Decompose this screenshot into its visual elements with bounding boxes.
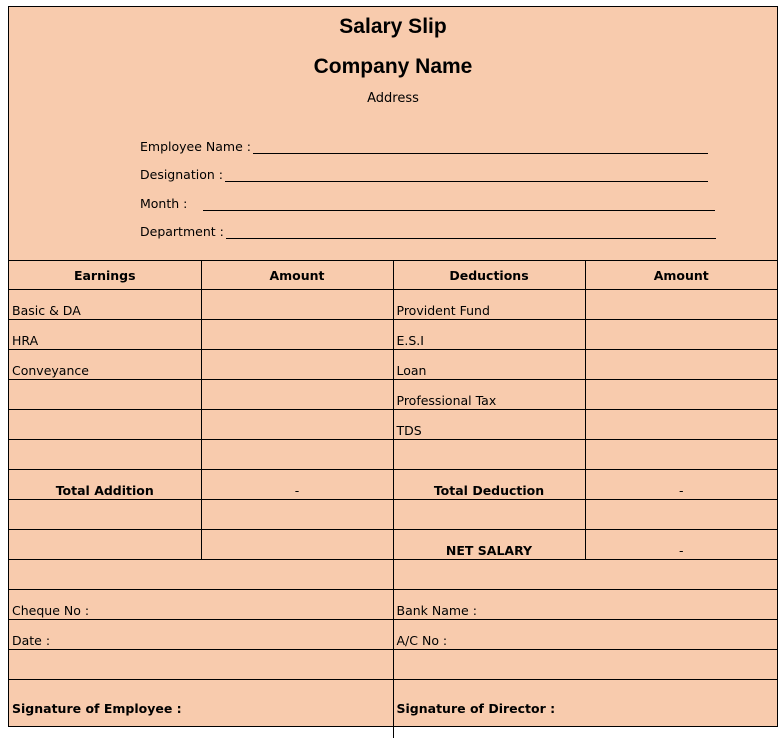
empty-cell [9,530,201,560]
table-row [9,380,777,410]
employee-name-label: Employee Name : [140,139,251,154]
total-deduction-value: - [585,470,777,500]
table-row [9,410,777,440]
deduction-item: Loan [393,350,585,380]
salary-table [9,260,777,738]
spacer-row [9,560,777,590]
month-label: Month : [140,196,187,211]
designation-line[interactable] [225,181,708,182]
empty-cell [393,560,777,590]
totals-row [9,470,777,500]
slip-title: Salary Slip [9,15,777,39]
employee-name-line[interactable] [253,153,708,154]
deduction-item: Professional Tax [393,380,585,410]
bank-name-field[interactable]: Bank Name : [393,590,777,620]
empty-cell [9,560,393,590]
cheque-no-field[interactable]: Cheque No : [9,590,393,620]
table-row [9,350,777,380]
signature-row [9,680,777,738]
deduction-item[interactable] [393,440,585,470]
empty-cell [393,500,585,530]
ac-no-field[interactable]: A/C No : [393,620,777,650]
department-label: Department : [140,224,224,239]
total-deduction-label: Total Deduction [393,470,585,500]
earning-amount-cell[interactable] [201,290,393,320]
deduction-item: E.S.I [393,320,585,350]
table-row [9,320,777,350]
deduction-item: TDS [393,410,585,440]
deduction-amount-cell[interactable] [585,380,777,410]
earning-item: Basic & DA [9,290,201,320]
payment-row [9,620,777,650]
table-row [9,290,777,320]
salary-slip [8,6,778,727]
earning-amount-cell[interactable] [201,410,393,440]
table-row [9,440,777,470]
earning-item: Conveyance [9,350,201,380]
payment-row [9,590,777,620]
earning-item[interactable] [9,440,201,470]
net-salary-row [9,530,777,560]
deduction-item: Provident Fund [393,290,585,320]
earning-amount-cell[interactable] [201,350,393,380]
designation-label: Designation : [140,167,223,182]
total-addition-value: - [201,470,393,500]
employee-signature[interactable]: Signature of Employee : [9,680,393,738]
director-signature[interactable]: Signature of Director : [393,680,777,738]
earning-item[interactable] [9,380,201,410]
empty-cell [9,650,393,680]
deduction-amount-cell[interactable] [585,440,777,470]
table-row [9,500,777,530]
department-line[interactable] [226,238,716,239]
earnings-header: Earnings [9,261,201,290]
deduction-amount-cell[interactable] [585,410,777,440]
earning-amount-cell[interactable] [201,380,393,410]
deductions-header: Deductions [393,261,585,290]
total-addition-label: Total Addition [9,470,201,500]
earning-item: HRA [9,320,201,350]
deductions-amount-header: Amount [585,261,777,290]
net-salary-label: NET SALARY [393,530,585,560]
earning-item[interactable] [9,410,201,440]
empty-cell [201,530,393,560]
empty-cell [393,650,777,680]
empty-cell [9,500,201,530]
empty-cell [201,500,393,530]
deduction-amount-cell[interactable] [585,320,777,350]
earnings-amount-header: Amount [201,261,393,290]
company-name: Company Name [9,55,777,79]
month-line[interactable] [203,210,715,211]
company-address: Address [9,91,777,106]
spacer-row [9,650,777,680]
net-salary-value: - [585,530,777,560]
table-header-row [9,261,777,290]
date-field[interactable]: Date : [9,620,393,650]
deduction-amount-cell[interactable] [585,290,777,320]
earning-amount-cell[interactable] [201,440,393,470]
deduction-amount-cell[interactable] [585,350,777,380]
empty-cell [585,500,777,530]
earning-amount-cell[interactable] [201,320,393,350]
